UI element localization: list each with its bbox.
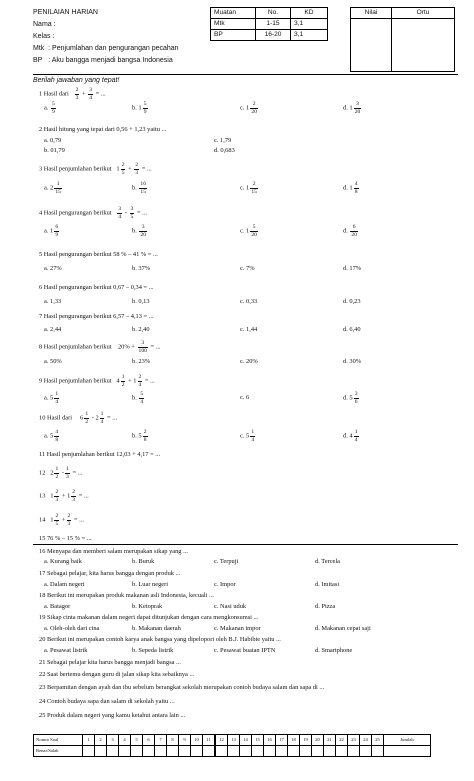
question-15: 15 76 % – 15 % = ... [39,535,92,542]
option-d[interactable]: d. Smartphone [315,647,353,654]
no-cell: 1-15 [256,19,291,30]
question-11: 11 Hasil penjumlahan berikut 12,03 + 4,17 = ... [39,451,161,458]
score-cell[interactable] [179,746,191,757]
score-cell[interactable] [276,746,288,757]
option-b[interactable]: b. 37% [132,265,151,272]
fraction: $\frac{3}{6}$ [354,391,358,405]
fraction: $\frac{2}{3}$ [75,87,79,101]
option-b[interactable]: b. 5 $\frac{2}{8}$ [132,429,147,443]
question-19: 19 Sikap cinta makanan dalam negeri dapat ditunjukan dengan cara mengkonsumsi ... [39,614,259,621]
option-c[interactable]: c. 6 [240,394,250,401]
option-c[interactable]: c. 5 $\frac{1}{4}$ [240,429,255,443]
kd-cell: 3,1 [291,19,328,30]
benar-salah-label: Benar/Salah [34,746,83,757]
option-a[interactable]: a. Oleh-oleh dari cina [44,625,100,632]
fraction: $\frac{4}{8}$ [55,429,59,443]
fraction: $\frac{1}{4}$ [100,411,104,425]
score-cell[interactable] [336,746,348,757]
option-c[interactable]: c. Makanan impor [214,625,261,632]
option-d[interactable]: d. 17% [343,265,362,272]
muatan-table [210,7,328,41]
score-cell[interactable] [240,746,252,757]
question-18: 18 Berikut ini merupakan produk makanan asli Indonesia, kecuali ... [39,592,214,599]
score-cell[interactable] [131,746,143,757]
option-b[interactable]: b. 23% [132,358,151,365]
score-cell[interactable] [264,746,276,757]
option-d[interactable]: d. 4 $\frac{1}{4}$ [343,429,358,443]
score-cell[interactable] [252,746,264,757]
option-d[interactable]: d. Pizza [315,603,336,610]
fraction: $\frac{5}{20}$ [251,224,257,238]
option-c[interactable]: c. Pesawat buatan IPTN [214,647,276,654]
fraction: $\frac{5}{9}$ [52,101,55,115]
option-d[interactable]: d. Makanan cepat saji [315,625,371,632]
question-23: 23 Berpamitan dengan ayah dan ibu sebelum berangkat sekolah merupakan contoh budaya salam dan sapa di ... [39,684,325,691]
muatan-header: Muatan [211,8,256,19]
option-a[interactable]: a. 27% [44,265,62,272]
fraction: $\frac{1}{2}$ [121,374,125,388]
no-header: No. [256,8,291,19]
option-b[interactable]: b. Sepeda listrik [132,647,174,654]
question-24: 24 Contoh budaya sapa dan salam di sekolah yaitu ... [39,698,175,705]
kelas-field-label: Kelas : [33,33,55,40]
option-c[interactable]: c. 1 $\frac{2}{20}$ [240,101,257,115]
option-a[interactable]: a. Kurang baik [44,558,82,565]
option-d[interactable]: d. Imitasi [315,581,340,588]
jumlah-cell[interactable] [384,746,431,757]
ortu-header: Ortu [392,8,455,19]
option-d[interactable]: d. 0,683 [214,147,235,154]
fraction: $\frac{3}{4}$ [118,206,122,220]
fraction: $\frac{3}{100}$ [138,340,147,354]
question-25: 25 Produk dalam negeri yang kamu ketahui antara lain ... [39,712,186,719]
kd-cell: 3,1 [291,30,328,41]
fraction: $\frac{2}{3}$ [67,513,71,527]
question-3: 3 Hasil penjumlahan berikut 1 $\frac{2}{5}$ + $\frac{2}{3}$ = ... [39,162,152,176]
section-divider [33,544,458,545]
option-c[interactable]: c. 1,44 [240,326,258,333]
score-cell[interactable] [95,746,107,757]
question-14: 14 1 $\frac{2}{5}$ + $\frac{2}{3}$ = ... [39,513,84,527]
option-c[interactable]: c. 1 $\frac{2}{15}$ [240,181,257,195]
fraction: $\frac{16}{15}$ [140,181,146,195]
nilai-box[interactable] [351,19,392,72]
question-10: 10 Hasil dari 6 $\frac{1}{2}$ - 2 $\frac{1}{4}$ = ... [39,411,118,425]
option-d[interactable]: d. 1 $\frac{4}{8}$ [343,181,358,195]
option-a[interactable]: a. 5 $\frac{1}{4}$ [44,391,59,405]
question-6: 6 Hasil pengurangan berikut 0,67 – 0,34 = ... [39,284,154,291]
question-8: 8 Hasil penjumlahan berikut 20% + $\frac{3}{100}$ = ... [39,340,161,354]
fraction: $\frac{1}{2}$ [55,466,59,480]
option-a[interactable]: a. Pesawat listrik [44,647,88,654]
option-d[interactable]: d. 1 $\frac{3}{20}$ [343,101,361,115]
score-cell[interactable] [300,746,312,757]
question-text: 4 Hasil pengurangan berikut [39,209,112,217]
fraction: $\frac{1}{4}$ [354,429,358,443]
bp-line [33,55,208,67]
fraction: $\frac{2}{15}$ [251,181,257,195]
option-d[interactable]: d. Tercela [315,558,340,565]
question-4: 4 Hasil pengurangan berikut $\frac{3}{4}$ - $\frac{3}{5}$ = ... [39,206,147,220]
option-b[interactable]: b. 2,40 [132,326,150,333]
fraction: $\frac{5}{9}$ [143,101,147,115]
question-2: 2 Hasil hitung yang tepat dari 0,56 + 1,23 yaitu ... [39,126,167,133]
mtk-topic: : Penjumlahan dan pengurangan pecahan [48,45,179,52]
bp-topic: : Aku bangga menjadi bangsa Indonesia [48,57,173,64]
option-a[interactable]: a. 2,44 [44,326,62,333]
score-cell[interactable] [191,746,203,757]
option-d[interactable]: d. 0,23 [343,298,361,305]
option-a[interactable]: a. 1 $\frac{6}{9}$ [44,224,59,238]
option-d[interactable]: d. 5 $\frac{3}{6}$ [343,391,358,405]
nilai-header: Nilai [351,8,392,19]
option-c[interactable]: c. 1 $\frac{5}{20}$ [240,224,257,238]
question-text: 3 Hasil penjumlahan berikut [39,165,112,173]
option-b[interactable]: b. 1 $\frac{5}{9}$ [132,101,147,115]
option-d[interactable]: d. $\frac{6}{20}$ [343,224,357,238]
score-cell[interactable] [348,746,360,757]
no-cell: 16-20 [256,30,291,41]
option-b[interactable]: b. $\frac{5}{4}$ [132,391,144,405]
option-b[interactable]: b. Buruk [132,558,155,565]
question-1: 1 Hasil dari $\frac{2}{3}$ + $\frac{3}{4}$ = ... [39,87,106,101]
option-c[interactable]: c. 1,79 [214,137,232,144]
score-cell[interactable] [372,746,384,757]
score-cell[interactable] [203,746,216,757]
fraction: $\frac{3}{20}$ [354,101,361,115]
fraction: $\frac{2}{3}$ [55,489,59,503]
option-b[interactable]: b. 01,79 [44,147,65,154]
score-cell[interactable] [360,746,372,757]
fraction: $\frac{3}{5}$ [130,206,134,220]
bp-label: BP [33,57,43,64]
option-b[interactable]: b. Ketoprak [132,603,163,610]
fraction: $\frac{5}{4}$ [140,391,144,405]
option-b[interactable]: b. $\frac{16}{15}$ [132,181,146,195]
nilai-table [350,7,455,72]
fraction: $\frac{6}{20}$ [351,224,357,238]
kd-header: KD [291,8,328,19]
question-text: 10 Hasil dari [39,414,73,422]
score-cell[interactable] [107,746,119,757]
question-20: 20 Berikut ini merupakan contoh karya anak bangsa yang dipelopori oleh B.J. Habibie yaitu ... [39,636,281,643]
option-a[interactable]: a. $\frac{5}{9}$ [44,101,55,115]
nama-field-label: Nama : [33,21,56,28]
fraction: $\frac{3}{4}$ [89,87,93,101]
jumlah-header: Jumlah [384,735,431,746]
ortu-box[interactable] [392,19,455,72]
question-16: 16 Menyapa dan memberi salam merupakan sikap yang ... [39,548,188,555]
fraction: $\frac{2}{8}$ [143,429,147,443]
muatan-cell: BP [211,30,256,41]
question-7: 7 Hasil pengurangan berikut 6,57 – 4,13 = ... [39,313,154,320]
option-c[interactable]: c. 0,33 [240,298,258,305]
score-cell[interactable] [167,746,179,757]
nomor-soal-label: Nomor Soal [34,735,83,746]
option-c[interactable]: c. Nasi uduk [214,603,247,610]
question-13: 13 1 $\frac{2}{3}$ + 1 $\frac{2}{3}$ = ... [39,489,89,503]
score-cell[interactable] [312,746,324,757]
option-b[interactable]: b. Luar negeri [132,581,169,588]
option-c[interactable]: c. Terpuji [214,558,239,565]
fraction: $\frac{2}{4}$ [138,374,142,388]
option-d[interactable]: d. 30% [343,358,362,365]
option-a[interactable]: a. 0,79 [44,137,62,144]
score-cell[interactable] [83,746,95,757]
option-a[interactable]: a. 5 $\frac{4}{8}$ [44,429,59,443]
fraction: $\frac{1}{15}$ [55,181,61,195]
score-cell[interactable] [119,746,131,757]
option-a[interactable]: a. Dalam negeri [44,581,85,588]
instruction: Berilah jawaban yang tepat! [33,77,120,84]
question-text: 9 Hasil penjumlahan berikut [39,377,112,385]
option-a[interactable]: a. Batagor [44,603,71,610]
score-cell[interactable] [324,746,336,757]
fraction: $\frac{2}{20}$ [251,101,257,115]
question-5: 5 Hasil pengurangan berikut 58 % – 41 % = ... [39,251,158,258]
score-cell[interactable] [215,746,228,757]
fraction: $\frac{2}{5}$ [55,513,59,527]
score-cell[interactable] [143,746,155,757]
option-a[interactable]: a. 1,33 [44,298,62,305]
muatan-cell: Mtk [211,19,256,30]
question-text: 8 Hasil penjumlahan berikut [39,343,112,351]
score-cell[interactable] [228,746,240,757]
header-block [33,7,208,67]
option-b[interactable]: b. 0,13 [132,298,150,305]
fraction: $\frac{4}{8}$ [354,181,358,195]
option-b[interactable]: b. $\frac{3}{20}$ [132,224,146,238]
fraction: $\frac{1}{3}$ [66,466,69,480]
score-cell[interactable] [155,746,167,757]
fraction: $\frac{1}{4}$ [251,429,255,443]
option-a[interactable]: a. 2 $\frac{1}{15}$ [44,181,61,195]
fraction: $\frac{3}{20}$ [140,224,146,238]
fraction: $\frac{1}{4}$ [55,391,59,405]
option-c[interactable]: c. 20% [240,358,258,365]
fraction: $\frac{2}{3}$ [135,162,139,176]
question-22: 22 Saat bertemu dengan guru di jalan sikap kita sebaiknya ... [39,671,195,678]
header-divider [33,74,458,75]
question-17: 17 Sebagai pelajar, kita harus bangga dengan produk ... [39,570,181,577]
score-answer-row [34,746,431,757]
option-d[interactable]: d. 6,40 [343,326,361,333]
question-21: 21 Sebagai pelajar kita harus bangga menjadi bangsa ... [39,659,181,666]
score-cell[interactable] [288,746,300,757]
option-a[interactable]: a. 50% [44,358,62,365]
question-12: 12 2 $\frac{1}{2}$ - $\frac{1}{3}$ = ... [39,466,83,480]
score-number-row: Nomor Soal 1 2 3 4 5 6 7 8 9 10 11 12 13 14 15 16 17 18 19 20 21 22 23 24 25 Jumlah [34,735,431,746]
mtk-line [33,43,208,55]
question-text: 1 Hasil dari [39,90,69,98]
fraction: $\frac{2}{3}$ [72,489,76,503]
page-title: PENILAIAN HARIAN [33,9,98,16]
question-9: 9 Hasil penjumlahan berikut 4 $\frac{1}{2}$ + 1 $\frac{2}{4}$ = ... [39,374,155,388]
option-b[interactable]: b. Makanan daerah [132,625,181,632]
option-c[interactable]: c. Impor [214,581,236,588]
score-table [33,734,431,757]
option-c[interactable]: c. 7% [240,265,255,272]
fraction: $\frac{1}{2}$ [85,411,89,425]
fraction: $\frac{2}{5}$ [121,162,125,176]
mtk-label: Mtk [33,45,45,52]
fraction: $\frac{6}{9}$ [55,224,59,238]
